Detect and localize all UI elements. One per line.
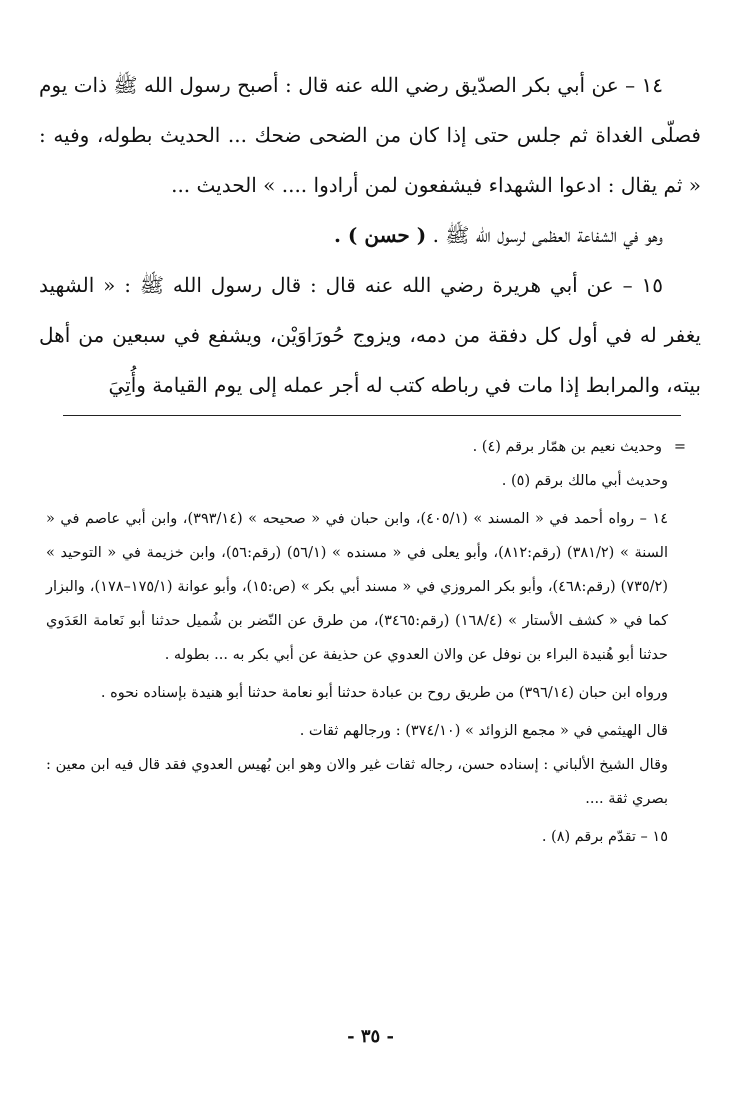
footnote-14-albani: وقال الشيخ الألباني : إسناده حسن، رجاله ثقات غير والان وهو ابن بُهيس العدوي فقد قال فيه ابن معين : بصري ثقة .... [46,757,668,807]
main-text [39,60,701,410]
hadith-grade: ( حسن ) . [334,223,427,247]
footnotes [46,430,686,854]
continuation-marker: = [673,439,686,455]
hadith-15: ١٥ – عن أبي هريرة رضي الله عنه قال : قال رسول الله ﷺ : « الشهيد يغفر له في أول كل دفقة من دمه، ويزوج حُورَاوَيْن، ويشفع في سبعين من أهل بيته، والمرابط إذا مات في رباطه كتب له أجر عمله إلى يوم القيامة وأُتِيَ [39,273,701,397]
footnote-separator [63,415,681,416]
hadith-14-conclusion [39,210,701,260]
footnote-15: ١٥ – تقدّم برقم (٨) . [541,829,668,845]
footnote-cont-2: وحديث أبي مالك برقم (٥) . [501,473,668,489]
hadith-14-end: وهو في الشفاعة العظمى لرسول الله ﷺ . [432,223,663,247]
footnote-14-haythami: قال الهيثمي في « مجمع الزوائد » (٣٧٤/١٠) : ورجالهم ثقات . [299,723,668,739]
footnote-cont-1: وحديث نعيم بن همّار برقم (٤) . [472,439,662,455]
footnote-continuation [46,430,686,464]
hadith-14: ١٤ – عن أبي بكر الصدّيق رضي الله عنه قال : أصبح رسول الله ﷺ ذات يوم فصلّى الغداة ثم جلس حتى إذا كان من الضحى ضحك ... الحديث بطوله، وفيه : « ثم يقال : ادعوا الشهداء فيشفعون لمن أرادوا .... » الحديث ... [39,73,701,197]
page-number: - ٣٥ - [347,1026,394,1047]
footnote-14-sources: ١٤ – رواه أحمد في « المسند » (٤٠٥/١)، وابن حبان في « صحيحه » (٣٩٣/١٤)، وابن أبي عاصم في « السنة » (٣٨١/٢) (رقم:٨١٢)، وأبو يعلى في « مسنده » (٥٦/١) (رقم:٥٦)، وابن خزيمة في « التوحيد » (٧٣٥/٢) (رقم:٤٦٨)، وأبو بكر المروزي في « مسند أبي بكر » (ص:١٥)، وأبو عوانة (١٧٥/١–١٧٨)، والبزار كما في « كشف الأستار » (١٦٨/٤) (رقم:٣٤٦٥)، من طرق عن النّضر بن شُميل حدثنا أبو نَعامة العَدَوي حدثنا أبو هُنيدة البراء بن نوفل عن والان العدوي عن حذيفة عن أبي بكر به ... بطوله . [46,511,668,663]
footnote-14-ibn-hibban: ورواه ابن حبان (٣٩٦/١٤) من طريق روح بن عبادة حدثنا أبو نعامة حدثنا أبو هنيدة بإسناده نحوه . [100,685,668,701]
